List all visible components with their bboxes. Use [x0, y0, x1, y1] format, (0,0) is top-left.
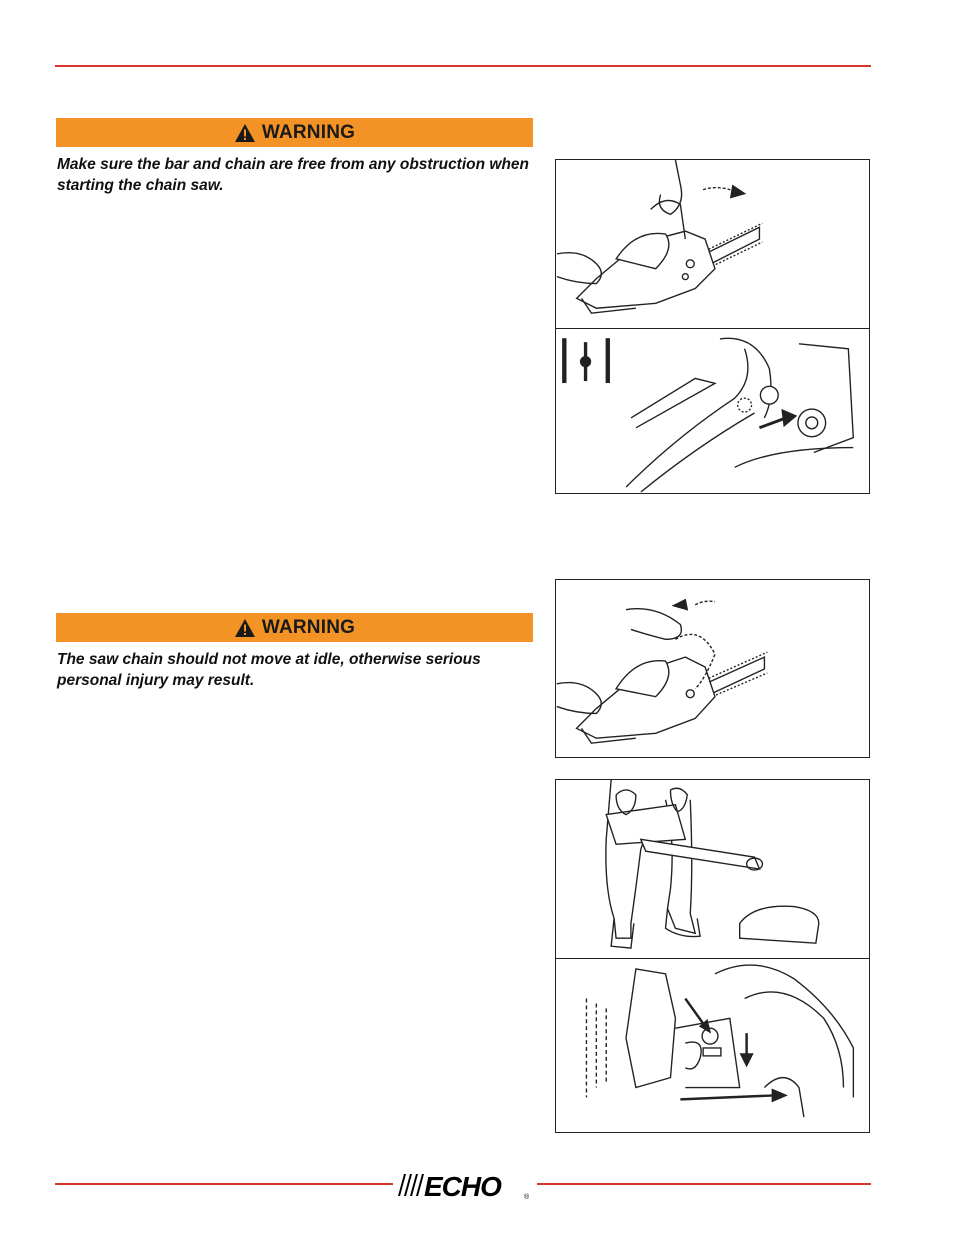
- echo-logo: [394, 1166, 534, 1202]
- svg-text:®: ®: [524, 1194, 530, 1201]
- top-rule: [55, 65, 871, 67]
- chain-brake-release-illustration: [555, 328, 870, 494]
- starting-saw-illustration: [555, 159, 870, 329]
- operator-holding-saw-illustration: [555, 779, 870, 959]
- warning-banner-2: [56, 613, 533, 642]
- warning-text-2: The saw chain should not move at idle, otherwise serious personal injury may result.: [57, 651, 481, 689]
- warning-label-2: WARNING: [261, 616, 356, 638]
- warning-text-1: Make sure the bar and chain are free from any obstruction when starting the chain saw.: [57, 156, 530, 194]
- warning-label-1: WARNING: [261, 121, 356, 143]
- warning-triangle-icon: [234, 123, 256, 143]
- chain-brake-engage-illustration: [555, 579, 870, 758]
- warning-banner-1: [56, 118, 533, 147]
- warning-triangle-icon: [234, 618, 256, 638]
- svg-text:ECHO: ECHO: [424, 1171, 501, 1202]
- idle-adjust-screw-illustration: [555, 958, 870, 1133]
- bottom-rule-right: [537, 1183, 871, 1185]
- bottom-rule-left: [55, 1183, 393, 1185]
